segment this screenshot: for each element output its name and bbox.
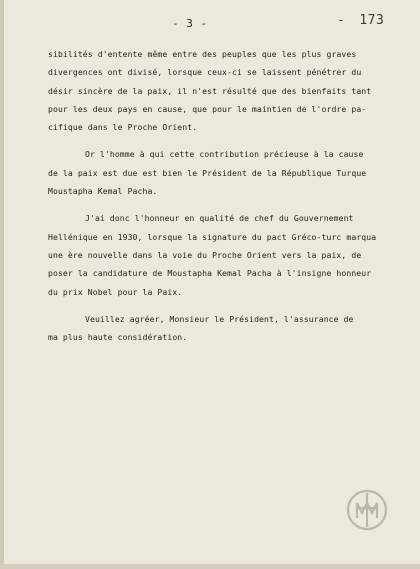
folio-number: [337, 13, 384, 28]
text-line: poser la candidature de Moustapha Kemal Pacha à l'insigne honneur: [48, 268, 372, 279]
scan-bottom-edge: [0, 564, 420, 569]
text-line: ma plus haute considération.: [48, 332, 188, 343]
archive-monogram-stamp-icon: [345, 488, 389, 532]
text-line: pour les deux pays en cause, que pour le maintien de l'ordre pa-: [48, 103, 367, 114]
text-line: sibilités d'entente même entre des peuples que les plus graves: [48, 49, 357, 59]
letter-body: [48, 45, 403, 346]
text-line: une ère nouvelle dans la voie du Proche Orient vers la paix, de: [48, 249, 362, 260]
text-line: Moustapha Kemal Pacha.: [48, 186, 158, 197]
folio-dash: -: [337, 13, 346, 28]
text-line: Veuillez agréer, Monsieur le Président, l'assurance de: [85, 313, 354, 324]
text-line: désir sincère de la paix, il n'est résulté que des bienfaits tant: [48, 85, 372, 96]
page-number: - 3 -: [172, 17, 208, 30]
text-line: divergences ont divisé, lorsque ceux-ci se laissent pénétrer du: [48, 67, 362, 78]
scan-left-edge: [0, 0, 4, 569]
folio-value: 173: [359, 13, 385, 28]
text-line: cifique dans le Proche Orient.: [48, 122, 198, 133]
text-line: de la paix est due est bien le Président de la République Turque: [48, 167, 367, 178]
text-line: du prix Nobel pour la Paix.: [48, 286, 183, 297]
text-line: Hellénique en 1930, lorsque la signature du pact Gréco-turc marqua: [48, 231, 377, 242]
text-line: Or l'homme à qui cette contribution précieuse à la cause: [85, 149, 364, 160]
text-line: J'ai donc l'honneur en qualité de chef du Gouvernement: [85, 213, 354, 224]
